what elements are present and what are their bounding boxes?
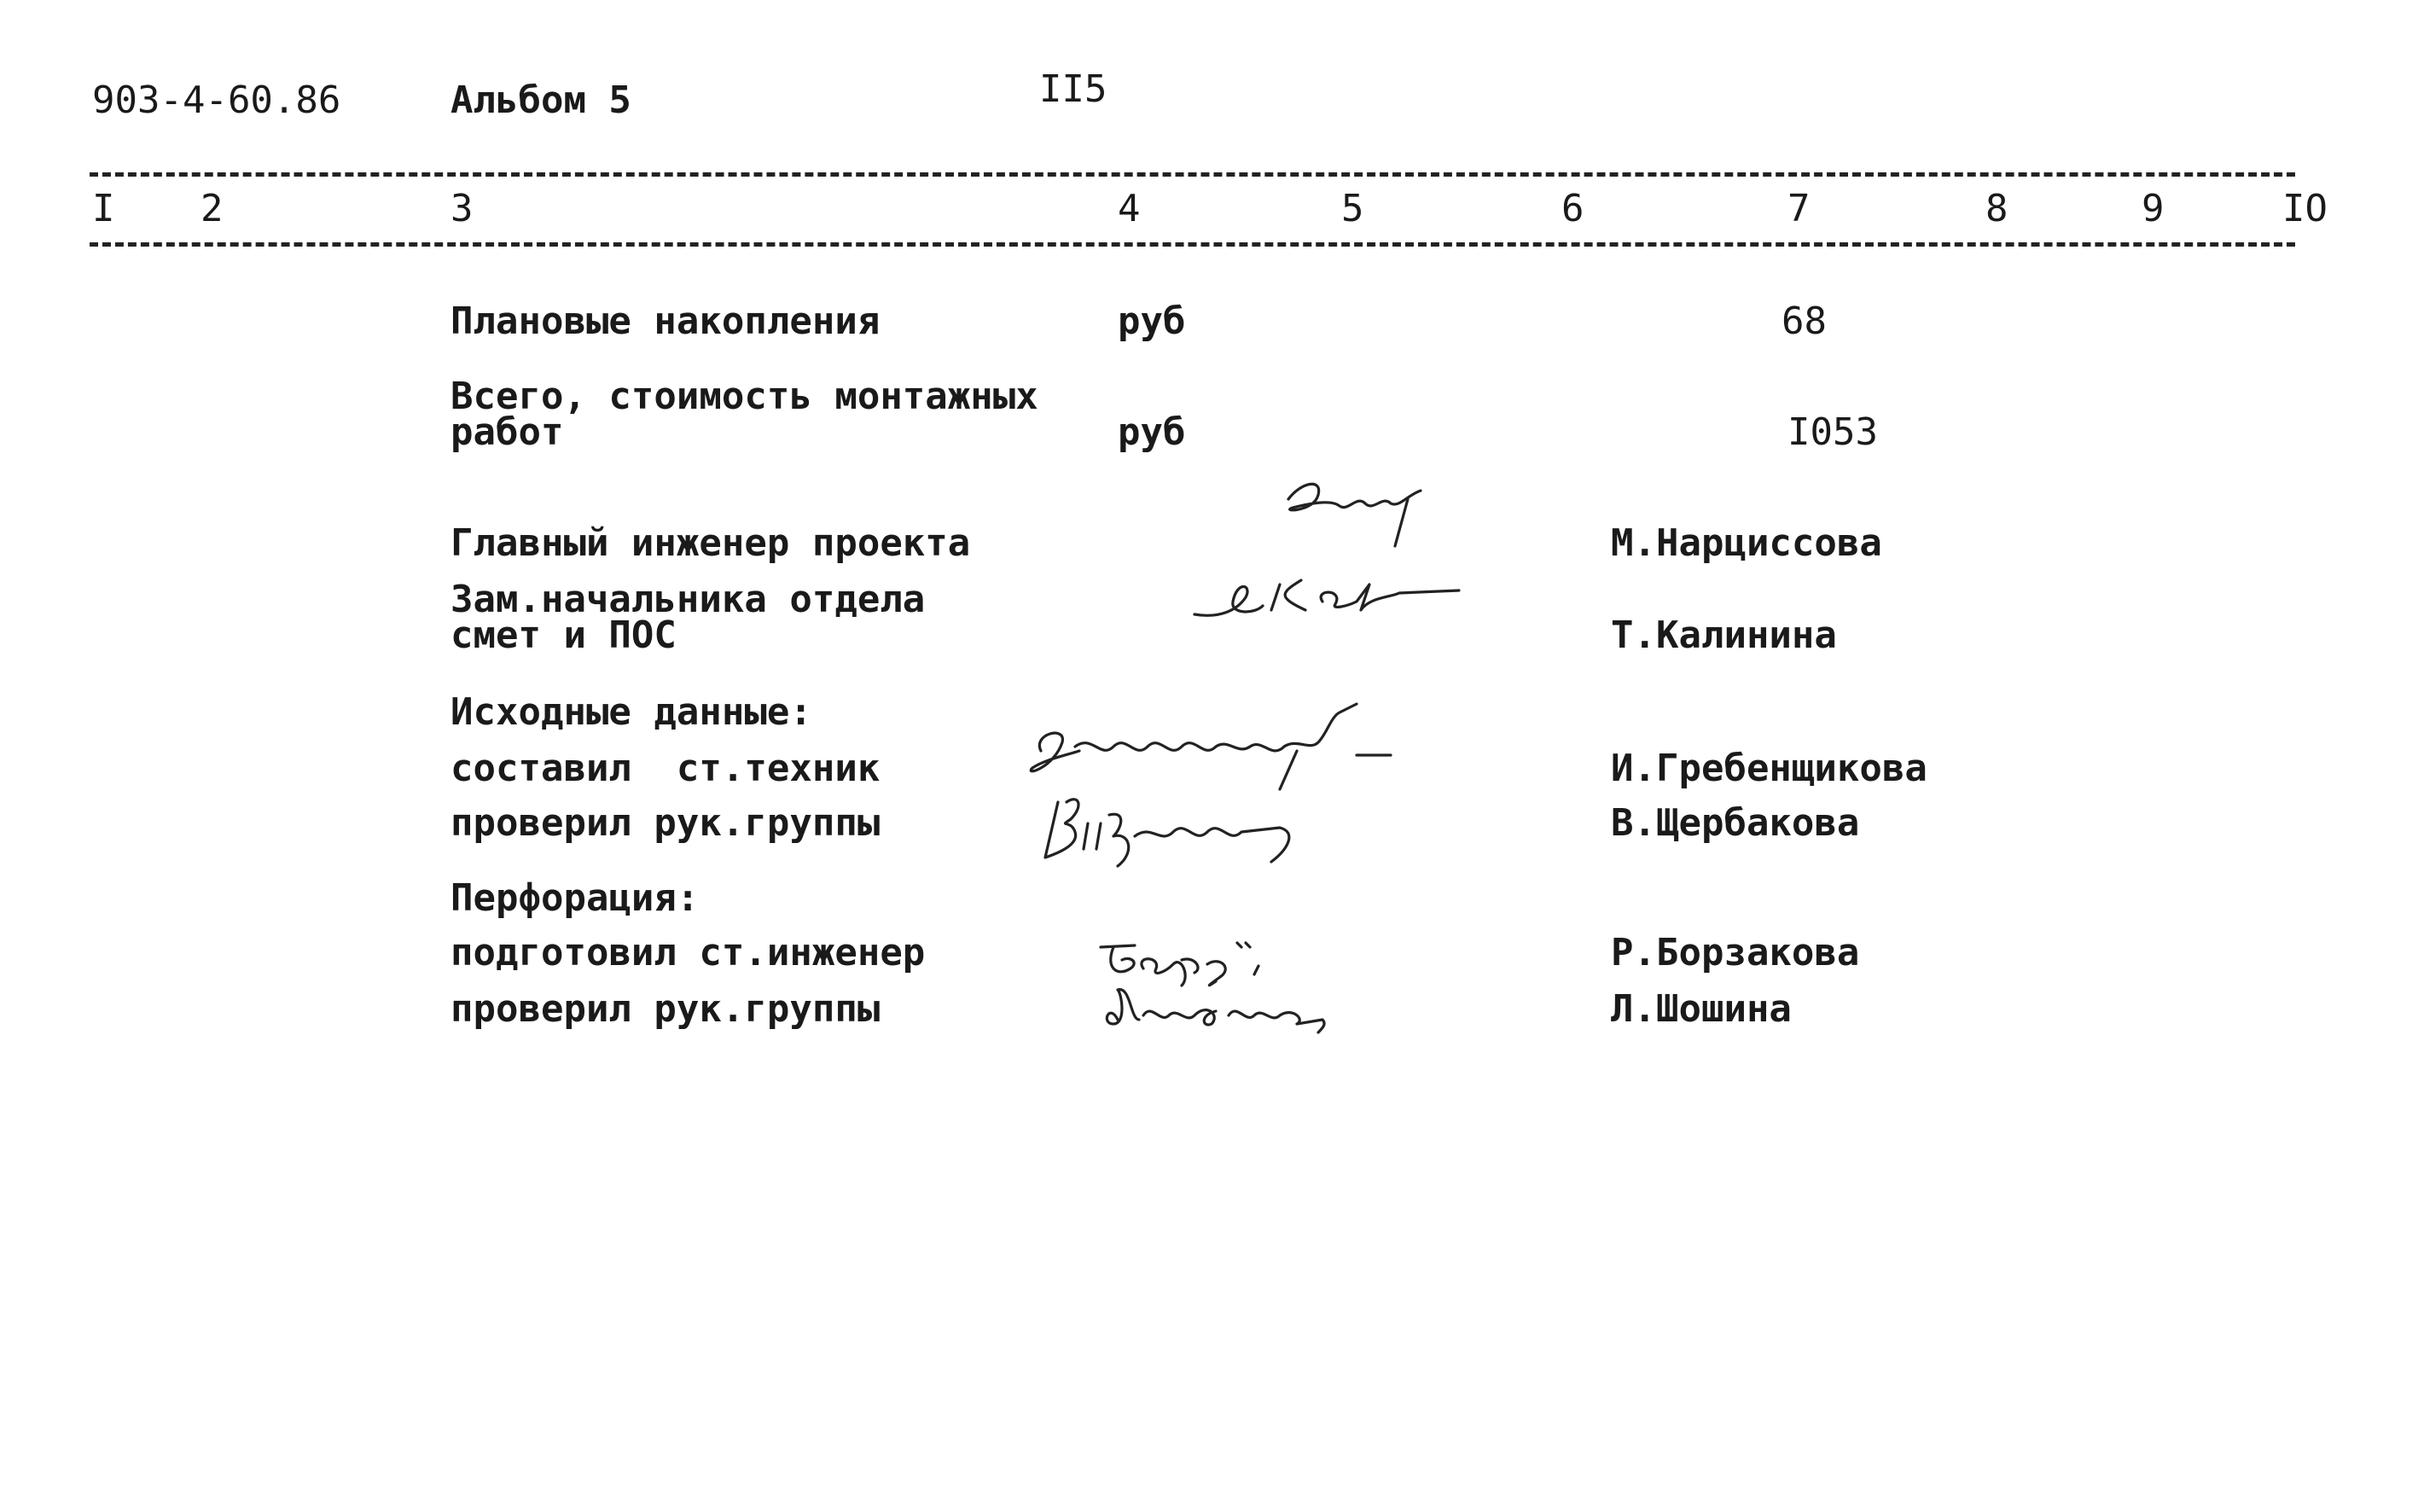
chief-engineer-signature — [1271, 474, 1442, 550]
column-header-3: 3 — [450, 187, 474, 230]
column-header-6: 6 — [1561, 187, 1584, 230]
column-header-1: I — [92, 187, 115, 230]
deputy-head-signature — [1186, 563, 1468, 631]
top-dashed-rule — [90, 172, 2295, 177]
checked2-role: проверил рук.группы — [450, 987, 881, 1031]
column-header-5: 5 — [1341, 187, 1364, 230]
album-label: Альбом 5 — [450, 79, 631, 122]
row-total-value: I053 — [1787, 410, 1878, 454]
compiled-role: составил ст.техник — [450, 747, 881, 790]
checked1-person: В.Щербакова — [1611, 801, 1860, 845]
column-header-8: 8 — [1985, 187, 2008, 230]
checked1-role: проверил рук.группы — [450, 801, 881, 845]
checked2-signature — [1092, 977, 1348, 1037]
chief-engineer-role: Главный инженер проекта — [450, 521, 971, 565]
bottom-dashed-rule — [90, 242, 2295, 247]
page-number: II5 — [1039, 67, 1107, 111]
prepared-person: Р.Борзакова — [1611, 931, 1860, 974]
column-header-2: 2 — [201, 187, 224, 230]
chief-engineer-person: М.Нарциссова — [1611, 521, 1882, 565]
deputy-head-role-line1: Зам.начальника отдела — [450, 578, 926, 621]
row-total-unit: руб — [1118, 410, 1186, 454]
column-header-9: 9 — [2142, 187, 2165, 230]
deputy-head-role-line2: смет и ПОС — [450, 614, 677, 657]
perforation-heading: Перфорация: — [450, 876, 700, 920]
row-total-name-line2: работ — [450, 410, 564, 454]
row-planned-savings-name: Плановые накопления — [450, 299, 881, 343]
column-header-10: IO — [2282, 187, 2328, 230]
compiled-person: И.Гребенщикова — [1611, 747, 1927, 790]
row-planned-savings-value: 68 — [1782, 299, 1827, 343]
source-data-heading: Исходные данные: — [450, 690, 812, 734]
prepared-role: подготовил ст.инженер — [450, 931, 926, 974]
column-header-7: 7 — [1787, 187, 1811, 230]
checked2-person: Л.Шошина — [1611, 987, 1792, 1031]
doc-code: 903-4-60.86 — [92, 79, 341, 122]
column-header-4: 4 — [1118, 187, 1141, 230]
row-planned-savings-unit: руб — [1118, 299, 1186, 343]
deputy-head-person: Т.Калинина — [1611, 614, 1837, 657]
row-total-name-line1: Всего, стоимость монтажных — [450, 375, 1038, 418]
checked1-signature — [1032, 785, 1322, 870]
